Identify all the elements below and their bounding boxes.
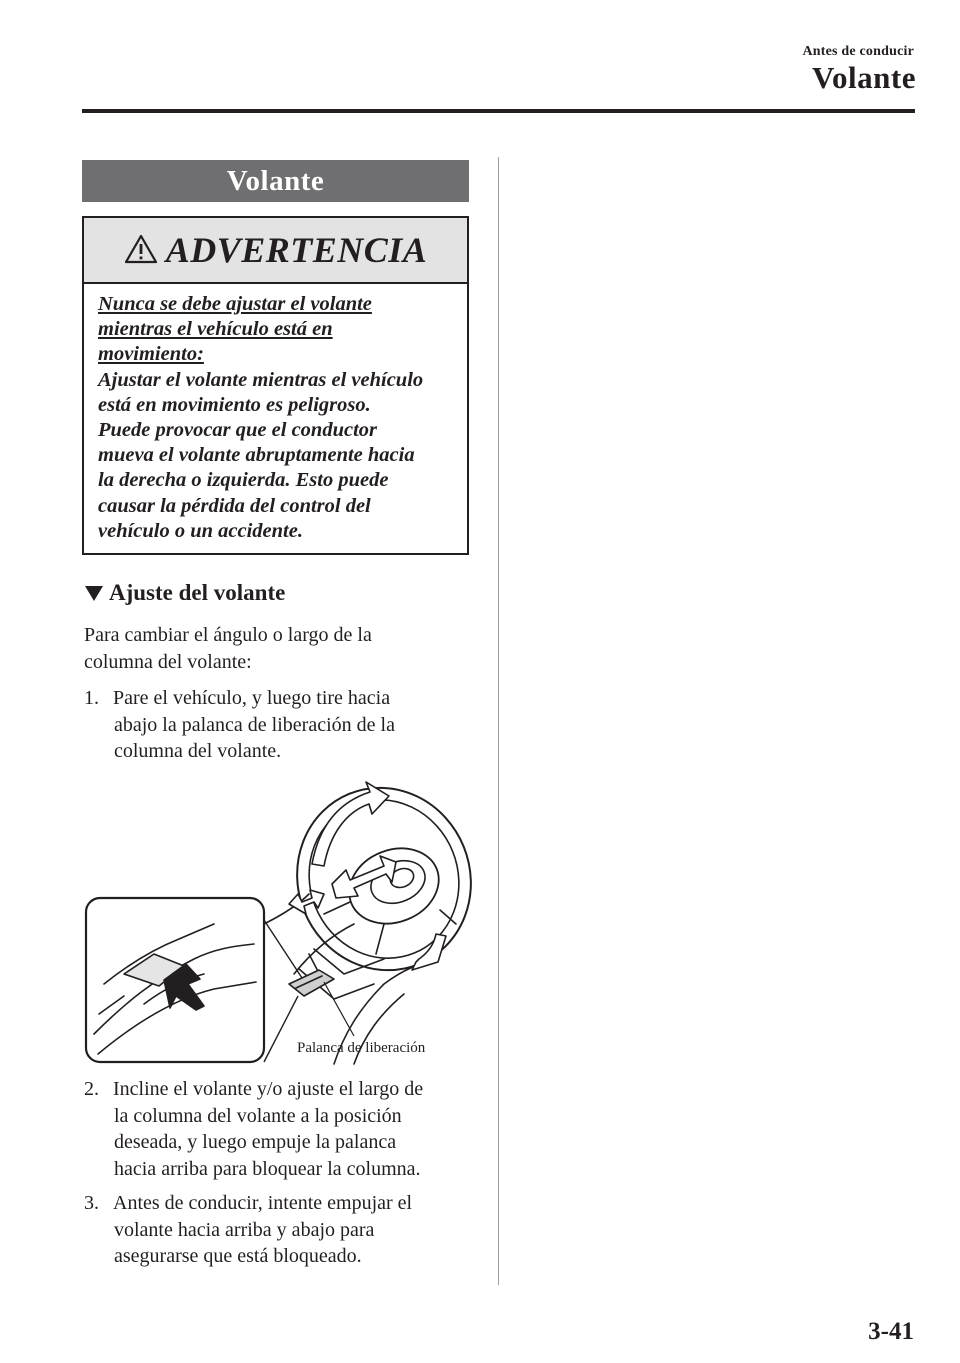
warning-text-line: está en movimiento es peligroso. bbox=[98, 393, 371, 416]
subsection-heading-text: Ajuste del volante bbox=[109, 580, 286, 605]
step-line: Antes de conducir, intente empujar el bbox=[113, 1192, 413, 1214]
intro-line: columna del volante: bbox=[84, 650, 252, 673]
steering-wheel-illustration bbox=[84, 774, 472, 1066]
step-2 bbox=[84, 1076, 484, 1182]
warning-body bbox=[84, 284, 467, 544]
warning-header bbox=[84, 218, 467, 284]
step-number: 2. bbox=[84, 1078, 99, 1100]
step-line: Incline el volante y/o ajuste el largo de bbox=[113, 1078, 424, 1100]
warning-text-line: Puede provocar que el conductor bbox=[98, 419, 377, 442]
warning-text-line: causar la pérdida del control del bbox=[98, 494, 371, 517]
warning-text-line: mueva el volante abruptamente hacia bbox=[98, 444, 415, 467]
warning-lead-line: mientras el vehículo está en bbox=[98, 318, 333, 341]
warning-lead-line: movimiento: bbox=[98, 343, 204, 366]
subsection-heading bbox=[84, 580, 285, 606]
section-banner: Volante bbox=[82, 160, 469, 202]
step-line: deseada, y luego empuje la palanca bbox=[114, 1131, 397, 1153]
step-line: hacia arriba para bloquear la columna. bbox=[114, 1157, 421, 1180]
warning-lead-line: Nunca se debe ajustar el volante bbox=[98, 293, 372, 315]
warning-triangle-icon bbox=[124, 234, 158, 264]
running-header-section: Antes de conducir bbox=[802, 44, 914, 59]
page-number: 3-41 bbox=[868, 1318, 914, 1345]
running-header-title: Volante bbox=[812, 60, 916, 95]
step-number: 3. bbox=[84, 1192, 99, 1214]
warning-title: ADVERTENCIA bbox=[165, 230, 428, 270]
figure-caption: Palanca de liberación bbox=[297, 1040, 426, 1056]
step-line: abajo la palanca de liberación de la bbox=[114, 713, 395, 736]
down-triangle-icon bbox=[84, 584, 104, 602]
step-line: la columna del volante a la posición bbox=[114, 1104, 402, 1127]
step-3 bbox=[84, 1190, 484, 1270]
column-divider bbox=[498, 157, 499, 1285]
steering-column-diagram bbox=[84, 774, 472, 1066]
intro-paragraph bbox=[84, 622, 484, 675]
step-line: Pare el vehículo, y luego tire hacia bbox=[113, 687, 391, 709]
warning-text-line: vehículo o un accidente. bbox=[98, 519, 303, 542]
step-1 bbox=[84, 685, 484, 765]
warning-text-line: la derecha o izquierda. Esto puede bbox=[98, 469, 389, 492]
warning-text-line: Ajustar el volante mientras el vehículo bbox=[98, 368, 424, 391]
step-line: volante hacia arriba y abajo para bbox=[114, 1218, 375, 1241]
intro-line: Para cambiar el ángulo o largo de la bbox=[84, 624, 372, 646]
warning-box bbox=[82, 216, 469, 555]
step-line: columna del volante. bbox=[114, 740, 282, 762]
step-line: asegurarse que está bloqueado. bbox=[114, 1245, 362, 1267]
header-rule bbox=[82, 109, 915, 113]
step-number: 1. bbox=[84, 687, 99, 709]
